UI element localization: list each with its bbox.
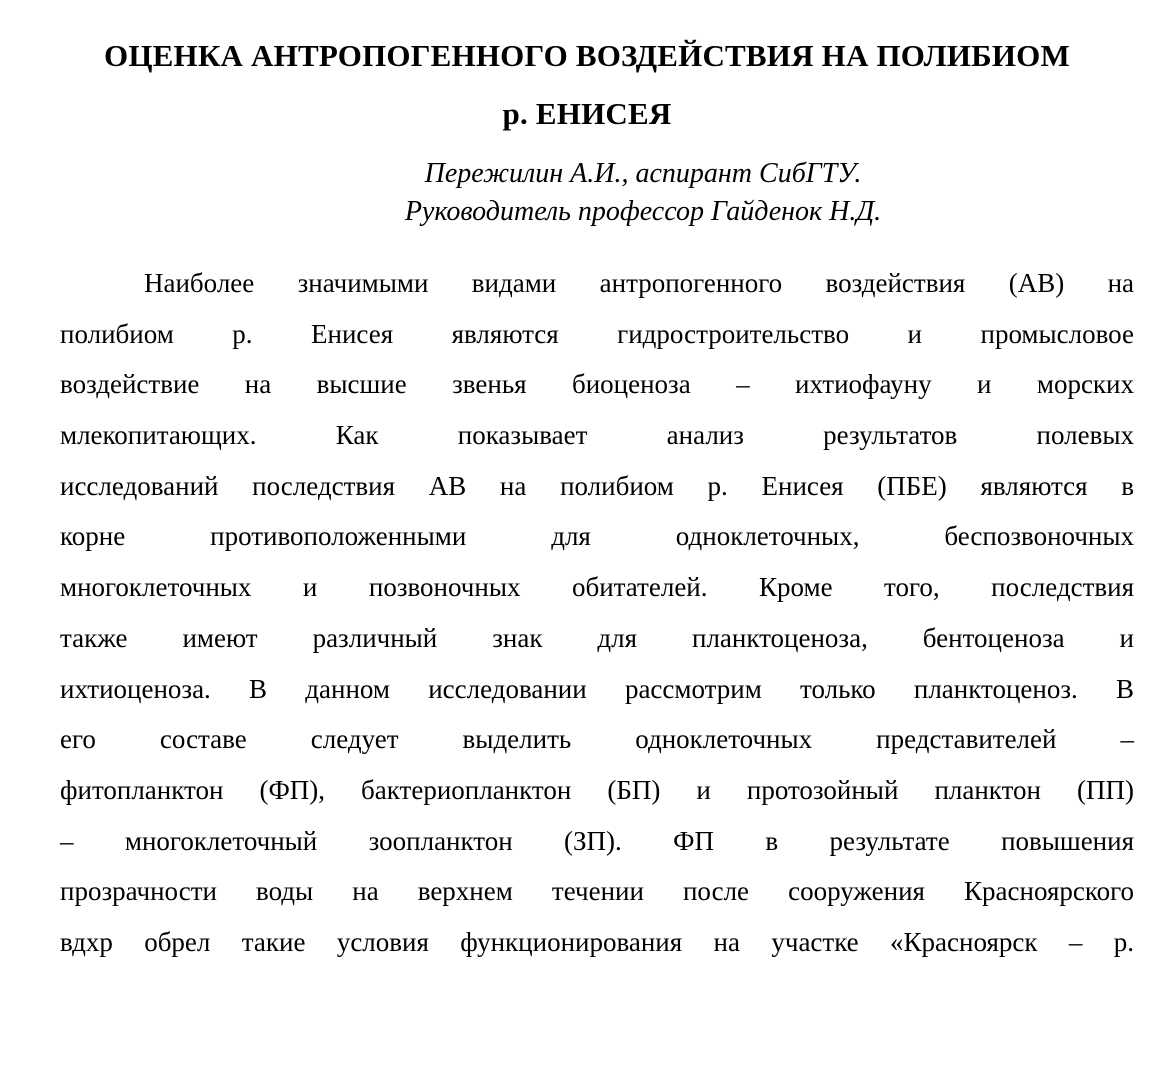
body-line: фитопланктон (ФП), бактериопланктон (БП) и протозойный планктон (ПП) xyxy=(60,774,1134,805)
body-line: многоклеточных и позвоночных обитателей. Кроме того, последствия xyxy=(60,572,1134,603)
body-line: воздействие на высшие звенья биоценоза – ихтиофауну и морских xyxy=(60,369,1134,400)
body-line: также имеют различный знак для планктоценоза, бентоценоза и xyxy=(60,622,1134,653)
article-title-line-2: р. ЕНИСЕЯ xyxy=(502,96,672,131)
body-line: млекопитающих. Как показывает анализ результатов полевых xyxy=(60,420,1134,451)
body-line: вдхр обрел такие условия функционирования на участке «Красноярск – р. xyxy=(60,926,1134,957)
body-line: Наиболее значимыми видами антропогенного воздействия (АВ) на xyxy=(144,268,1134,298)
body-line: – многоклеточный зоопланктон (ЗП). ФП в результате повышения xyxy=(60,825,1134,856)
body-line: его составе следует выделить одноклеточных представителей – xyxy=(60,724,1134,755)
supervisor-line: Руководитель профессор Гайденок Н.Д. xyxy=(404,196,882,227)
body-line: корне противоположенными для одноклеточных, беспозвоночных xyxy=(60,521,1134,552)
body-paragraph xyxy=(60,258,1134,968)
article-title-line-1: ОЦЕНКА АНТРОПОГЕННОГО ВОЗДЕЙСТВИЯ НА ПОЛИБИОМ xyxy=(104,38,1070,73)
body-line: прозрачности воды на верхнем течении после сооружения Красноярского xyxy=(60,876,1134,907)
body-line: ихтиоценоза. В данном исследовании рассмотрим только планктоценоз. В xyxy=(60,673,1134,704)
author-line: Пережилин А.И., аспирант СибГТУ. xyxy=(424,158,862,189)
body-line: полибиом р. Енисея являются гидростроительство и промысловое xyxy=(60,318,1134,349)
body-line: исследований последствия АВ на полибиом р. Енисея (ПБЕ) являются в xyxy=(60,470,1134,501)
